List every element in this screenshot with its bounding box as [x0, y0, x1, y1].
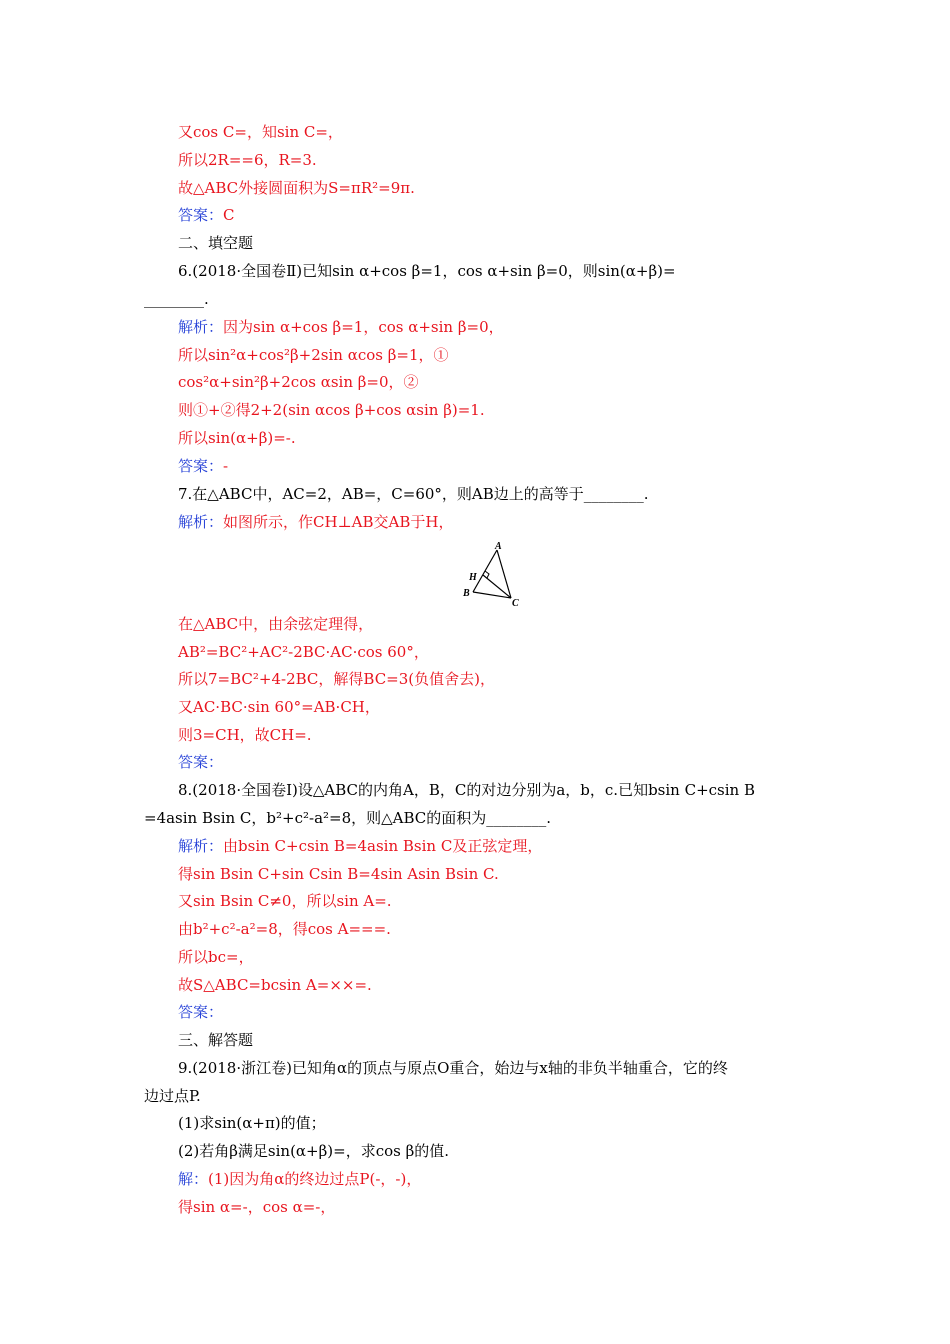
solution-7-line-1: 解析：如图所示，作CH⊥AB交AB于H， — [178, 513, 454, 531]
solution-6-line-3: cos²α+sin²β+2cos αsin β=0，② — [178, 373, 419, 391]
solution-7-line-3: AB²=BC²+AC²-2BC·AC·cos 60°， — [178, 643, 429, 661]
answer-8 — [178, 1002, 223, 1022]
label-prefix: 解析： — [178, 837, 224, 855]
solution-8-line-5: 所以bc=， — [178, 948, 254, 966]
solution-7-line-4: 所以7=BC²+4-2BC，解得BC=3(负值舍去)， — [178, 670, 496, 688]
label-prefix: 答案： — [178, 206, 224, 224]
label-prefix: 解： — [178, 1170, 209, 1188]
solution-6-line-2: 所以sin²α+cos²β+2sin αcos β=1，① — [178, 346, 449, 364]
answer-6: 答案：- — [178, 457, 229, 475]
solution-7-line-6: 则3=CH，故CH=. — [178, 726, 312, 744]
vertex-label-c: C — [512, 598, 519, 609]
vertex-label-h: H — [469, 572, 477, 583]
vertex-label-a: A — [495, 541, 502, 552]
text-line-3: 故△ABC外接圆面积为S=πR²=9π. — [178, 179, 415, 197]
solution-6-line-4: 则①+②得2+2(sin αcos β+cos αsin β)=1. — [178, 401, 485, 419]
answer-line-5: 答案：C — [178, 206, 235, 224]
question-9-line-2: 边过点P. — [144, 1087, 201, 1105]
solution-8-line-1: 解析：由bsin C+csin B=4asin Bsin C及正弦定理， — [178, 837, 543, 855]
question-7: 7.在△ABC中，AC=2，AB=，C=60°，则AB边上的高等于________. — [178, 485, 649, 503]
solution-8-line-2: 得sin Bsin C+sin Csin B=4sin Asin Bsin C. — [178, 865, 499, 883]
solution-8-line-4: 由b²+c²-a²=8，得cos A===. — [178, 920, 391, 938]
label-prefix: 解析： — [178, 318, 224, 336]
question-9-part-2: (2)若角β满足sin(α+β)=，求cos β的值. — [178, 1142, 450, 1160]
solution-9-line-1: 解：(1)因为角α的终边过点P(-，-)， — [178, 1170, 422, 1188]
solution-6-line-5: 所以sin(α+β)=-. — [178, 429, 296, 447]
label-prefix: 答案： — [178, 753, 224, 771]
solution-9-line-2: 得sin α=-，cos α=-， — [178, 1198, 336, 1216]
question-8-line-2: =4asin Bsin C，b²+c²-a²=8，则△ABC的面积为________. — [144, 809, 552, 827]
text-line-1: 又cos C=，知sin C=， — [178, 123, 343, 141]
question-6-line-2: ________. — [144, 290, 209, 308]
answer-7 — [178, 752, 223, 772]
solution-8-line-6: 故S△ABC=bcsin A=××=. — [178, 976, 372, 994]
section-heading-solve: 三、解答题 — [178, 1031, 254, 1049]
triangle-figure — [455, 540, 535, 612]
label-prefix: 答案： — [178, 1003, 224, 1021]
question-6-line-1: 6.(2018·全国卷Ⅱ)已知sin α+cos β=1，cos α+sin β=0，则sin(α+β)= — [178, 262, 676, 280]
text-line-2: 所以2R==6，R=3. — [178, 151, 317, 169]
solution-7-line-2: 在△ABC中，由余弦定理得， — [178, 615, 374, 633]
question-9-line-1: 9.(2018·浙江卷)已知角α的顶点与原点O重合，始边与x轴的非负半轴重合，它的终 — [178, 1059, 728, 1077]
vertex-label-b: B — [463, 588, 470, 599]
section-heading-fill-blank: 二、填空题 — [178, 234, 254, 252]
question-9-part-1: (1)求sin(α+π)的值； — [178, 1114, 326, 1132]
label-prefix: 解析： — [178, 513, 224, 531]
solution-6-line-1: 解析：因为sin α+cos β=1，cos α+sin β=0， — [178, 318, 504, 336]
solution-7-line-5: 又AC·BC·sin 60°=AB·CH， — [178, 698, 380, 716]
question-8-line-1: 8.(2018·全国卷Ⅰ)设△ABC的内角A，B，C的对边分别为a，b，c.已知bsin C+csin B — [178, 781, 755, 799]
solution-8-line-3: 又sin Bsin C≠0，所以sin A=. — [178, 892, 392, 910]
label-prefix: 答案： — [178, 457, 224, 475]
